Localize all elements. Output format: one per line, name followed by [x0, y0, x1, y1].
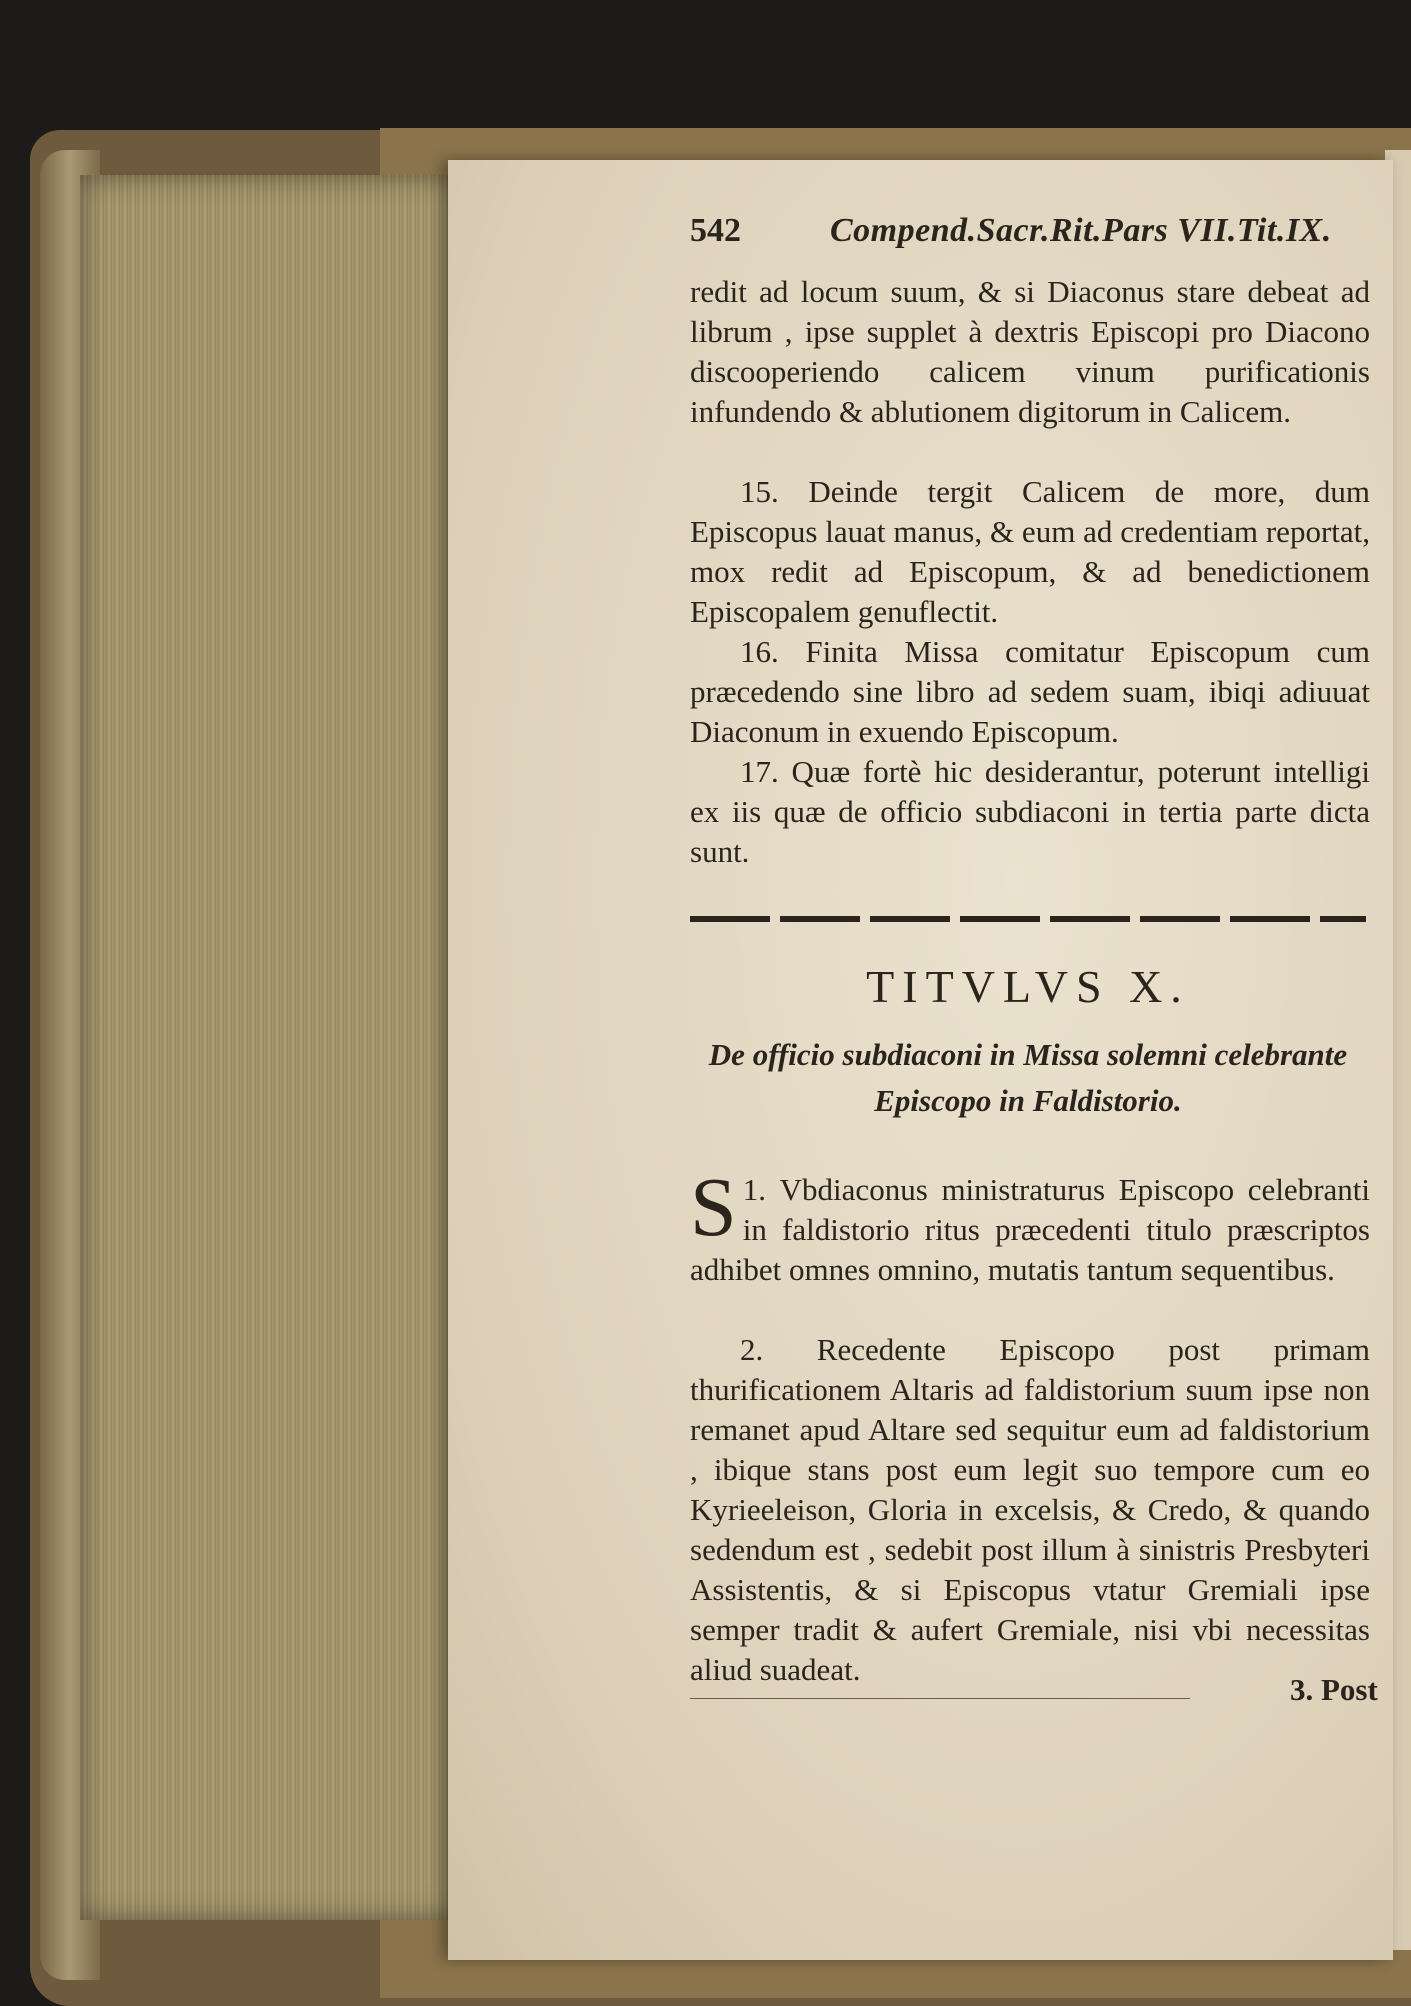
- paragraph-text: Vbdiaconus ministraturus Episcopo celebranti in faldistorio ritus præcedenti titulo præscriptos adhibet omnes omnino, mutatis tantum sequentibus.: [690, 1172, 1370, 1287]
- paragraph-number: 1.: [742, 1172, 766, 1207]
- paragraph-17: 17. Quæ fortè hic desiderantur, poterunt intelligi ex iis quæ de officio subdiaconi in tertia parte dicta sunt.: [690, 754, 1370, 869]
- footer-rule: [690, 1698, 1190, 1699]
- drop-cap: S: [690, 1161, 737, 1254]
- paragraph-15: 15. Deinde tergit Calicem de more, dum Episcopus lauat manus, & eum ad credentiam reportat, mox redit ad Episcopum, & ad benedictionem Episcopalem genuflectit.: [690, 474, 1370, 629]
- section-subtitle: De officio subdiaconi in Missa solemni celebrante Episcopo in Faldistorio.: [708, 1037, 1348, 1118]
- paragraph-continued: redit ad locum suum, & si Diaconus stare debeat ad librum , ipse supplet à dextris Episcopi pro Diacono discooperiendo calicem vinum purificationis infundendo & ablutionem digitorum in Calicem.: [690, 274, 1370, 429]
- section-paragraph-1: [690, 1161, 1370, 1290]
- running-head: Compend.Sacr.Rit.Pars VII.Tit.IX.: [830, 212, 1332, 249]
- section-divider-rule: [690, 916, 1366, 922]
- section-paragraph-2: 2. Recedente Episcopo post primam thurificationem Altaris ad faldistorium suum ipse non remanet apud Altare sed sequitur eum ad faldistorium , ibique stans post eum legit suo tempore cum eo Kyrieeleison, Gloria in excelsis, & Credo, & quando sedendum est , sedebit post illum à sinistris Presbyteri Assistentis, & si Episcopus vtatur Gremiali ipse semper tradit & aufert Gremiale, nisi vbi necessitas aliud suadeat.: [690, 1332, 1370, 1687]
- page-edges: [80, 175, 460, 1920]
- page-header: [690, 212, 1342, 256]
- page-number: 542: [690, 212, 741, 249]
- paragraph-16: 16. Finita Missa comitatur Episcopum cum præcedendo sine libro ad sedem suam, ibiqi adiuuat Diaconum in exuendo Episcopum.: [690, 634, 1370, 749]
- catchword: 3. Post: [1290, 1672, 1378, 1707]
- section-title: TITVLVS X.: [866, 961, 1190, 1012]
